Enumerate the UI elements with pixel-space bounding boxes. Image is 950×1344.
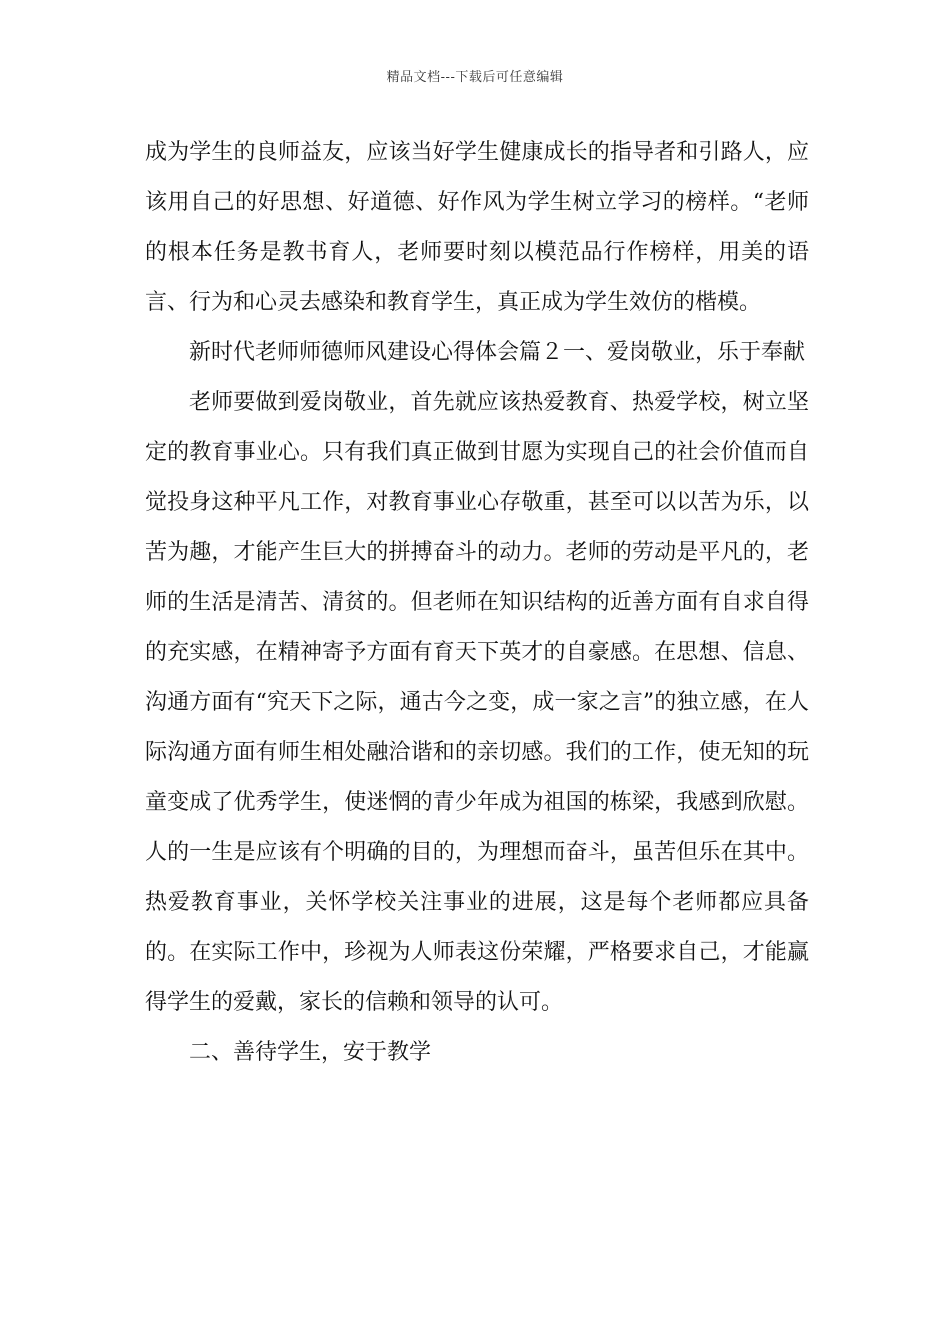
paragraph-1: 成为学生的良师益友，应该当好学生健康成长的指导者和引路人，应该用自己的好思想、好道德、好作风为学生树立学习的榜样。“老师的根本任务是教书育人，老师要时刻以模范品行作榜样，用美的语言、行为和心灵去感染和教育学生，真正成为学生效仿的楷模。 xyxy=(145,140,809,315)
document-body xyxy=(145,128,809,1078)
paragraph-4-heading: 二、善待学生，安于教学 xyxy=(189,1040,432,1065)
paragraph-3: 老师要做到爱岗敬业，首先就应该热爱教育、热爱学校，树立坚定的教育事业心。只有我们真正做到甘愿为实现自己的社会价值而自觉投身这种平凡工作，对教育事业心存敬重，甚至可以以苦为乐，以苦为趣，才能产生巨大的拼搏奋斗的动力。老师的劳动是平凡的，老师的生活是清苦、清贫的。但老师在知识结构的近善方面有自求自得的充实感，在精神寄予方面有育天下英才的自豪感。在思想、信息、沟通方面有“究天下之际，通古今之变，成一家之言”的独立感，在人际沟通方面有师生相处融洽谐和的亲切感。我们的工作，使无知的玩童变成了优秀学生，使迷惘的青少年成为祖国的栋梁，我感到欣慰。人的一生是应该有个明确的目的，为理想而奋斗，虽苦但乐在其中。热爱教育事业，关怀学校关注事业的进展，这是每个老师都应具备的。在实际工作中，珍视为人师表这份荣耀，严格要求自己，才能赢得学生的爱戴，家长的信赖和领导的认可。 xyxy=(145,390,809,1015)
page-header: 精品文档---下载后可任意编辑 xyxy=(386,70,564,85)
paragraph-2-heading: 新时代老师师德师风建设心得体会篇２一、爱岗敬业，乐于奉献 xyxy=(189,340,806,365)
